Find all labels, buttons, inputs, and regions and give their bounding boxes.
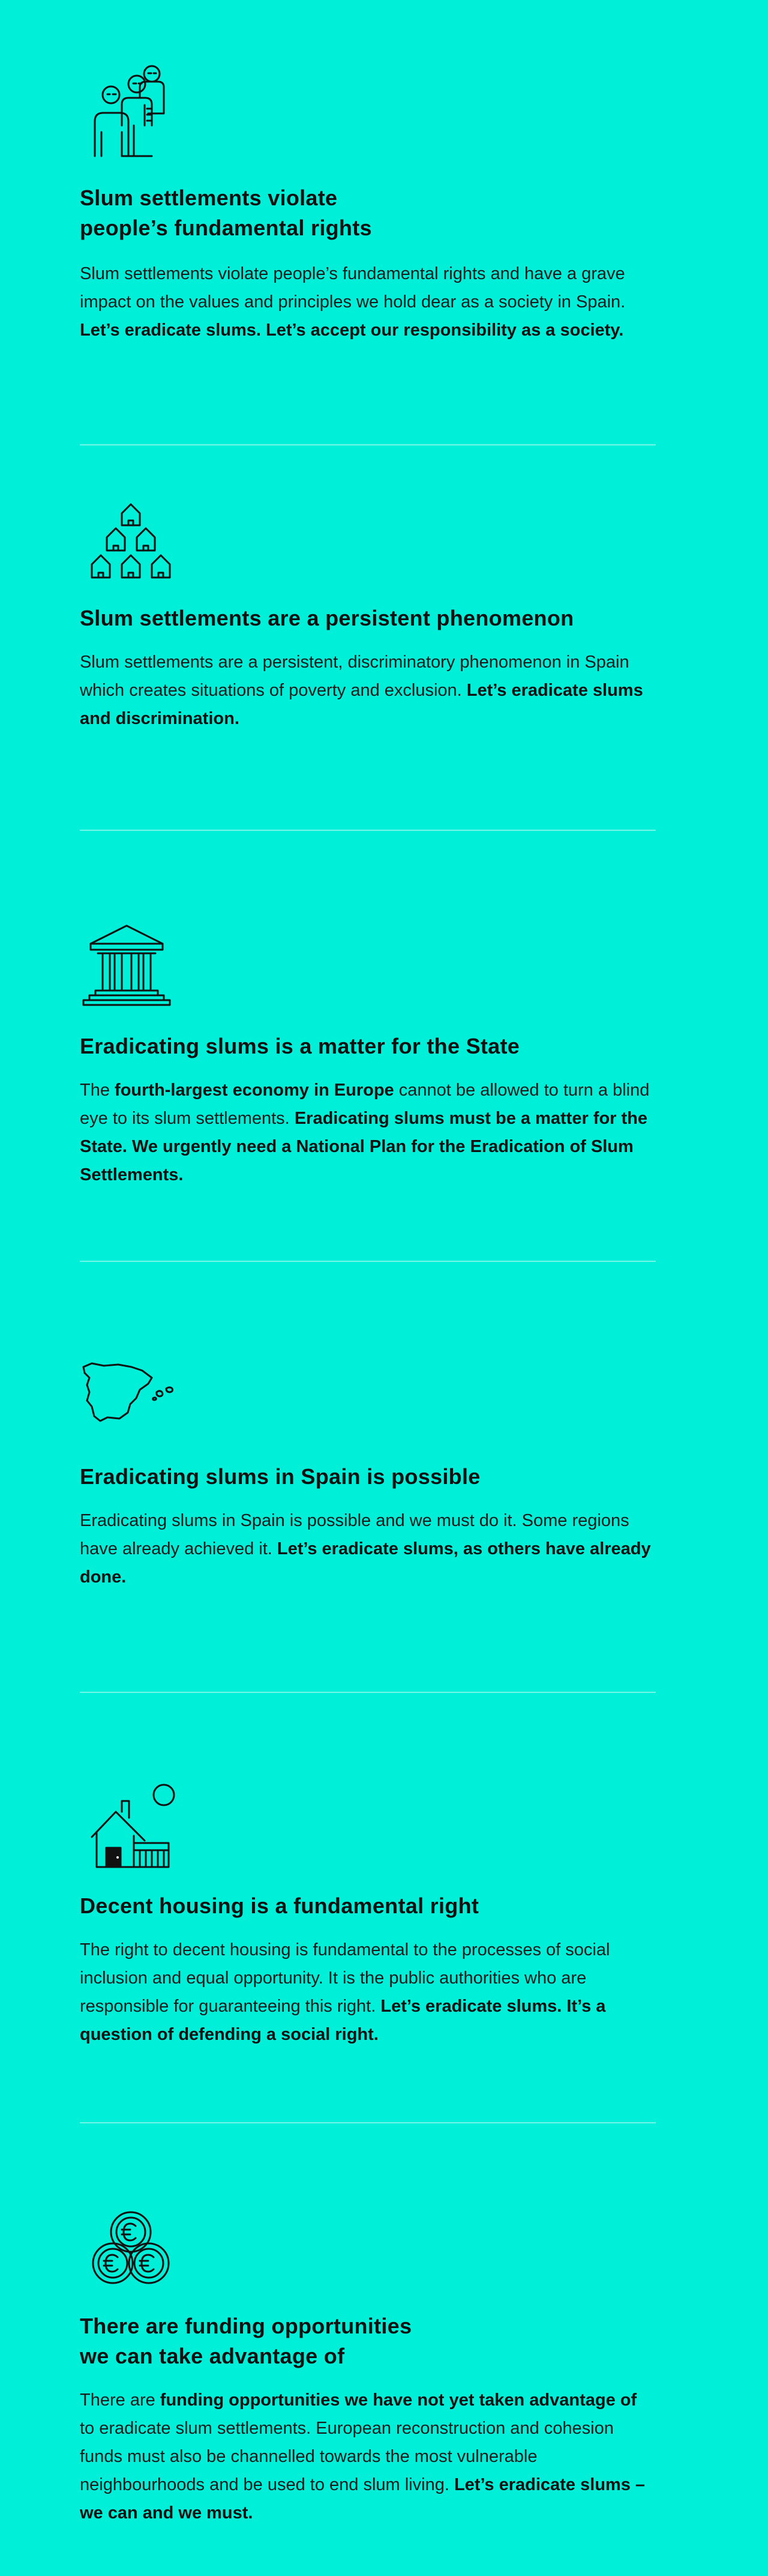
section-title: There are funding opportunities we can take advantage of — [80, 2314, 412, 2368]
people-icon — [80, 57, 182, 159]
spain-map-icon — [80, 1354, 182, 1456]
section-possible — [80, 1354, 656, 1591]
houses-icon — [80, 489, 182, 591]
section-paragraph: Slum settlements are a persistent, discriminatory phenomenon in Spain which creates situations of poverty and exclusion. Let’s eradicate slums and discrimination. — [80, 653, 643, 728]
section-paragraph: The fourth-largest economy in Europe cannot be allowed to turn a blind eye to its slum settlements. Eradicating slums must be a matter for the State. We urgently need a National Plan for the Eradication of Slum Settlements. — [80, 1081, 650, 1184]
divider — [80, 830, 656, 831]
government-building-icon — [80, 918, 182, 1021]
section-paragraph: Slum settlements violate people’s fundamental rights and have a grave impact on the values and principles we hold dear as a society in Spain. Let’s eradicate slums. Let’s accept our responsibility as a society. — [80, 264, 626, 340]
divider — [80, 1261, 656, 1262]
divider — [80, 2122, 656, 2123]
section-title: Decent housing is a fundamental right — [80, 1893, 479, 1918]
section-title: Slum settlements are a persistent phenomenon — [80, 606, 574, 630]
section-title: Eradicating slums in Spain is possible — [80, 1464, 481, 1489]
section-title: Slum settlements violate people’s fundamental rights — [80, 186, 372, 240]
section-persistent-phenomenon — [80, 489, 656, 733]
divider — [80, 444, 656, 445]
section-funding — [80, 2203, 656, 2527]
section-paragraph: The right to decent housing is fundamental to the processes of social inclusion and equal opportunity. It is the public authorities who are responsible for guaranteeing this right. Let’s eradicate slums. It’s a question of defending a social right. — [80, 1940, 610, 2044]
section-fundamental-rights — [80, 57, 656, 345]
house-icon — [80, 1777, 182, 1879]
section-matter-for-state — [80, 918, 656, 1189]
section-paragraph: There are funding opportunities we have not yet taken advantage of to eradicate slum settlements. European reconstruction and cohesion funds must also be channelled towards the most vulnerable neighbourhoods and be used to end slum living. Let’s eradicate slums – we can and we must. — [80, 2390, 646, 2523]
section-title: Eradicating slums is a matter for the State — [80, 1034, 520, 1058]
section-paragraph: Eradicating slums in Spain is possible and we must do it. Some regions have already achieved it. Let’s eradicate slums, as others have already done. — [80, 1511, 651, 1587]
section-decent-housing — [80, 1777, 656, 2049]
euro-coins-icon — [80, 2203, 182, 2305]
divider — [80, 1692, 656, 1693]
